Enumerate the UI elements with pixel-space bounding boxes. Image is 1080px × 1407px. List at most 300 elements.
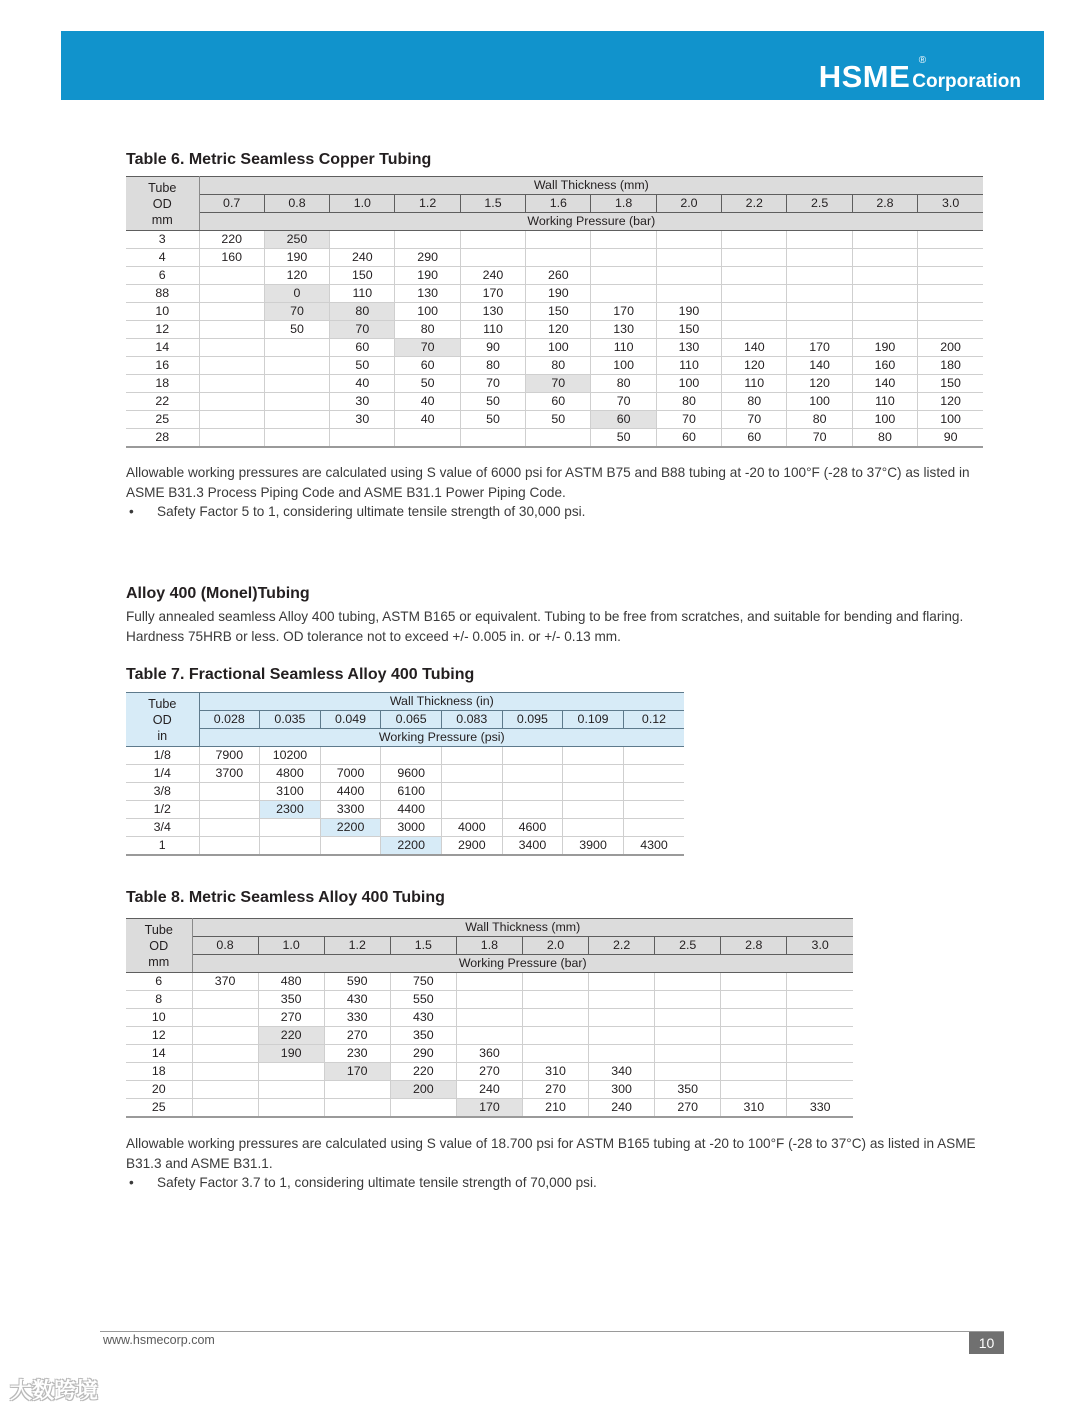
table7-pressure-cell: 4400: [381, 801, 442, 819]
table6-pressure-cell: 190: [656, 303, 721, 321]
table-row: [126, 303, 983, 321]
brand-main: HSME: [818, 59, 911, 94]
table6-pressure-cell: 70: [460, 375, 525, 393]
table8-row-od: 25: [126, 1099, 192, 1118]
table6-pressure-cell: [526, 429, 591, 448]
table6-pressure-cell: 130: [460, 303, 525, 321]
table6-pressure-cell: [591, 249, 656, 267]
table8-column-header: 2.5: [655, 937, 721, 955]
table6-pressure-cell: 50: [460, 393, 525, 411]
table8-pressure-cell: [721, 1009, 787, 1027]
table7-pressure-cell: [260, 837, 321, 856]
table-row: [126, 339, 983, 357]
table6-pressure-cell: [264, 375, 329, 393]
table-row: [126, 231, 983, 249]
table7-pressure-cell: [442, 783, 503, 801]
table6-pressure-cell: 110: [591, 339, 656, 357]
table8-pressure-cell: [192, 1063, 258, 1081]
table6-pressure-cell: [591, 285, 656, 303]
table8-pressure-cell: 310: [721, 1099, 787, 1118]
table8-column-header: 2.2: [589, 937, 655, 955]
table6-pressure-cell: 50: [264, 321, 329, 339]
table6-pressure-cell: 70: [330, 321, 395, 339]
table6-pressure-cell: [852, 285, 917, 303]
table7-od-header-line: OD: [152, 712, 172, 727]
table6-pressure-cell: [787, 231, 852, 249]
table8-pressure-cell: [192, 1045, 258, 1063]
table6-pressure-cell: [722, 285, 787, 303]
table6-pressure-cell: 150: [656, 321, 721, 339]
table6-pressure-cell: [460, 429, 525, 448]
table8-pressure-cell: 200: [390, 1081, 456, 1099]
table7-column-header: 0.035: [260, 711, 321, 729]
table8-column-header: 1.2: [324, 937, 390, 955]
table7-pressure-cell: [623, 783, 684, 801]
table6-pressure-cell: 190: [264, 249, 329, 267]
table6-pressure-cell: 120: [526, 321, 591, 339]
table8-column-header: 2.0: [522, 937, 588, 955]
table8-pressure-cell: [258, 1081, 324, 1099]
table8-pressure-cell: [589, 973, 655, 991]
table6-pressure-cell: [918, 231, 983, 249]
table8-pressure-cell: [721, 973, 787, 991]
table6-pressure-cell: 70: [722, 411, 787, 429]
table-row: [126, 429, 983, 448]
table6-pressure-cell: [199, 429, 264, 448]
table8-column-header: 0.8: [192, 937, 258, 955]
table6-pressure-cell: 90: [918, 429, 983, 448]
table6-pressure-cell: 80: [591, 375, 656, 393]
table8-pressure-cell: 430: [324, 991, 390, 1009]
table8-row-od: 6: [126, 973, 192, 991]
table8-pressure-cell: [456, 1027, 522, 1045]
table6-note-text: Allowable working pressures are calculated using S value of 6000 psi for ASTM B75 and B88 tubing at -20 to 100°F (-28 to 37°C) as listed in ASME B31.3 Process Piping Code and ASME B31.1 Power Piping Code.: [126, 465, 970, 500]
table8-pressure-cell: 340: [589, 1063, 655, 1081]
table8-title: Table 8. Metric Seamless Alloy 400 Tubing: [126, 889, 445, 906]
table6-row-od: 3: [126, 231, 199, 249]
table7-pressure-cell: 3900: [563, 837, 624, 856]
table6-pressure-cell: 140: [852, 375, 917, 393]
table6-pressure-cell: [722, 249, 787, 267]
table7-pressure-cell: 4400: [320, 783, 381, 801]
table6: [126, 176, 983, 448]
table8-row-od: 18: [126, 1063, 192, 1081]
table8-pressure-cell: 270: [456, 1063, 522, 1081]
table6-pressure-cell: [199, 339, 264, 357]
table6-pressure-cell: 100: [852, 411, 917, 429]
table7-column-header: 0.083: [442, 711, 503, 729]
table8-pressure-cell: [787, 973, 853, 991]
table7-row-od: 3/4: [126, 819, 199, 837]
table7-pressure-cell: 7900: [199, 747, 260, 765]
table6-pressure-cell: [199, 303, 264, 321]
table7-od-header-line: in: [157, 728, 168, 743]
table6-pressure-cell: [591, 231, 656, 249]
bullet-mark: •: [129, 504, 134, 519]
table7-pressure-cell: 2200: [381, 837, 442, 856]
table7-column-header: 0.065: [381, 711, 442, 729]
table7-column-header: 0.049: [320, 711, 381, 729]
table7-pressure-cell: [502, 747, 563, 765]
table7-pressure-cell: 2900: [442, 837, 503, 856]
table6-column-header: 2.2: [722, 195, 787, 213]
table6-pressure-cell: [199, 393, 264, 411]
table6-pressure-cell: 150: [918, 375, 983, 393]
table6-column-header: 0.8: [264, 195, 329, 213]
table8-pressure-cell: [324, 1081, 390, 1099]
table8-pressure-cell: [655, 1009, 721, 1027]
table7-column-header: 0.109: [563, 711, 624, 729]
table6-pressure-cell: 70: [264, 303, 329, 321]
table8-pressure-cell: [522, 991, 588, 1009]
table8-pressure-cell: [655, 1045, 721, 1063]
table6-pressure-cell: 190: [395, 267, 460, 285]
table6-column-header: 1.5: [460, 195, 525, 213]
table7-row-od: 3/8: [126, 783, 199, 801]
table6-pressure-cell: 140: [787, 357, 852, 375]
watermark-text: 大数跨境: [10, 1378, 99, 1403]
table6-pressure-cell: 50: [460, 411, 525, 429]
table7-row-od: 1: [126, 837, 199, 856]
table6-title: Table 6. Metric Seamless Copper Tubing: [126, 151, 432, 168]
table7-pressure-cell: 4600: [502, 819, 563, 837]
table7-pressure-cell: [623, 747, 684, 765]
table8-pressure-cell: 220: [258, 1027, 324, 1045]
table6-wall-thickness-header: Wall Thickness (mm): [199, 177, 983, 195]
footer-rule: [100, 1331, 1004, 1332]
table6-pressure-cell: 240: [460, 267, 525, 285]
table7-pressure-cell: 2300: [260, 801, 321, 819]
table-row: [126, 411, 983, 429]
table6-column-header: 2.8: [852, 195, 917, 213]
table7-pressure-cell: [199, 819, 260, 837]
table6-bullet-text: Safety Factor 5 to 1, considering ultimate tensile strength of 30,000 psi.: [157, 504, 586, 519]
table8-row-od: 14: [126, 1045, 192, 1063]
table8-column-header: 1.5: [390, 937, 456, 955]
table8-pressure-cell: 230: [324, 1045, 390, 1063]
table6-pressure-cell: 80: [460, 357, 525, 375]
header-bar: [61, 31, 1044, 100]
table6-pressure-cell: 50: [526, 411, 591, 429]
table6-pressure-cell: 170: [787, 339, 852, 357]
table8-pressure-cell: 240: [456, 1081, 522, 1099]
table6-pressure-cell: [722, 267, 787, 285]
table8-pressure-cell: [522, 973, 588, 991]
table6-pressure-cell: 100: [395, 303, 460, 321]
table8-bullet: [126, 1173, 986, 1193]
table7-pressure-cell: 3300: [320, 801, 381, 819]
table8-pressure-cell: [655, 1063, 721, 1081]
table8-pressure-cell: 360: [456, 1045, 522, 1063]
table8-pressure-cell: [522, 1045, 588, 1063]
table7-title: Table 7. Fractional Seamless Alloy 400 Tubing: [126, 666, 475, 683]
table6-pressure-cell: [656, 285, 721, 303]
table7-pressure-cell: 4800: [260, 765, 321, 783]
table-row: [126, 783, 684, 801]
table8-pressure-cell: [258, 1063, 324, 1081]
table6-pressure-cell: 90: [460, 339, 525, 357]
table-row: [126, 1063, 853, 1081]
table8-pressure-cell: [324, 1099, 390, 1118]
table6-pressure-cell: [460, 231, 525, 249]
table7-pressure-cell: [563, 819, 624, 837]
table8-pressure-cell: 270: [324, 1027, 390, 1045]
table6-pressure-cell: [264, 339, 329, 357]
table6-pressure-cell: 80: [395, 321, 460, 339]
table8-row-od: 8: [126, 991, 192, 1009]
table8-pressure-cell: 240: [589, 1099, 655, 1118]
table6-pressure-cell: [722, 321, 787, 339]
table6-pressure-cell: 50: [591, 429, 656, 448]
table6-pressure-cell: 60: [395, 357, 460, 375]
table7-pressure-cell: [320, 747, 381, 765]
table7-pressure-cell: [563, 765, 624, 783]
table8-pressure-cell: [192, 1009, 258, 1027]
table7: [126, 692, 684, 856]
table7-wall-thickness-header: Wall Thickness (in): [199, 693, 684, 711]
table6-pressure-cell: 120: [264, 267, 329, 285]
table6-pressure-cell: 60: [656, 429, 721, 448]
table8-pressure-cell: [721, 1045, 787, 1063]
table6-pressure-cell: 60: [526, 393, 591, 411]
table7-column-header: 0.028: [199, 711, 260, 729]
table7-pressure-cell: [320, 837, 381, 856]
table8-row-od: 12: [126, 1027, 192, 1045]
table6-pressure-cell: [264, 429, 329, 448]
table8-pressure-cell: [522, 1027, 588, 1045]
table8-pressure-cell: 370: [192, 973, 258, 991]
table6-row-od: 12: [126, 321, 199, 339]
table6-pressure-cell: 40: [395, 411, 460, 429]
table8-pressure-cell: 270: [522, 1081, 588, 1099]
table8-pressure-cell: 270: [655, 1099, 721, 1118]
table8-column-header: 1.0: [258, 937, 324, 955]
table6-pressure-cell: [656, 231, 721, 249]
table8-pressure-cell: 550: [390, 991, 456, 1009]
table7-pressure-cell: 6100: [381, 783, 442, 801]
table8-pressure-cell: [655, 973, 721, 991]
table6-pressure-cell: [264, 393, 329, 411]
table6-pressure-cell: 110: [852, 393, 917, 411]
table6-pressure-cell: 150: [526, 303, 591, 321]
table6-pressure-cell: 70: [526, 375, 591, 393]
table8-pressure-cell: [522, 1009, 588, 1027]
table8-pressure-cell: [589, 991, 655, 1009]
table8-pressure-cell: [721, 1081, 787, 1099]
table8-pressure-cell: [787, 1081, 853, 1099]
table-row: [126, 837, 684, 856]
table7-column-header: 0.095: [502, 711, 563, 729]
table6-column-header: 1.2: [395, 195, 460, 213]
table6-pressure-cell: 60: [330, 339, 395, 357]
table6-pressure-cell: 180: [918, 357, 983, 375]
table6-row-od: 18: [126, 375, 199, 393]
table8-pressure-cell: 430: [390, 1009, 456, 1027]
table8-pressure-cell: [258, 1099, 324, 1118]
table7-pressure-cell: [623, 819, 684, 837]
bullet-mark: •: [129, 1175, 134, 1190]
table6-pressure-cell: [852, 231, 917, 249]
table7-pressure-cell: 7000: [320, 765, 381, 783]
table6-pressure-cell: [330, 429, 395, 448]
table6-pressure-cell: [918, 285, 983, 303]
table7-pressure-cell: [260, 819, 321, 837]
table8-pressure-cell: 350: [655, 1081, 721, 1099]
table6-note: [126, 463, 986, 522]
table6-pressure-cell: 260: [526, 267, 591, 285]
table6-pressure-cell: [852, 303, 917, 321]
table7-pressure-cell: [563, 783, 624, 801]
table6-pressure-cell: 80: [330, 303, 395, 321]
table8-pressure-cell: 270: [258, 1009, 324, 1027]
table6-pressure-cell: [199, 357, 264, 375]
table6-pressure-cell: 60: [591, 411, 656, 429]
table6-od-header-line: mm: [151, 212, 173, 227]
table-row: [126, 1009, 853, 1027]
table6-pressure-cell: 70: [591, 393, 656, 411]
table-row: [126, 375, 983, 393]
table7-row-od: 1/2: [126, 801, 199, 819]
table8-pressure-cell: 590: [324, 973, 390, 991]
table6-pressure-cell: [526, 231, 591, 249]
table8-pressure-cell: 170: [456, 1099, 522, 1118]
table7-pressure-cell: [623, 765, 684, 783]
table6-pressure-cell: 130: [656, 339, 721, 357]
table8-note-text: Allowable working pressures are calculated using S value of 18.700 psi for ASTM B165 tubing at -20 to 100°F (-28 to 37°C) as listed in ASME B31.3 and ASME B31.1.: [126, 1136, 976, 1171]
table8-wall-thickness-header: Wall Thickness (mm): [192, 919, 853, 937]
table6-pressure-cell: 70: [787, 429, 852, 448]
table8-pressure-cell: [655, 1027, 721, 1045]
table-row: [126, 973, 853, 991]
table6-pressure-cell: [656, 249, 721, 267]
table-row: [126, 321, 983, 339]
table6-pressure-cell: 110: [656, 357, 721, 375]
table6-pressure-cell: [852, 321, 917, 339]
table7-pressure-cell: 3400: [502, 837, 563, 856]
table-row: [126, 765, 684, 783]
table6-column-header: 1.6: [526, 195, 591, 213]
table8-pressure-cell: [721, 991, 787, 1009]
table7-pressure-cell: 9600: [381, 765, 442, 783]
brand-sub: Corporation: [912, 71, 1021, 92]
table6-pressure-cell: [787, 285, 852, 303]
table6-pressure-cell: 70: [395, 339, 460, 357]
table7-pressure-cell: [199, 801, 260, 819]
table6-row-od: 14: [126, 339, 199, 357]
table6-pressure-cell: [264, 357, 329, 375]
table6-pressure-cell: 80: [787, 411, 852, 429]
table6-pressure-cell: 70: [656, 411, 721, 429]
table6-row-od: 16: [126, 357, 199, 375]
table8-pressure-cell: [192, 1099, 258, 1118]
table7-pressure-cell: 3700: [199, 765, 260, 783]
table6-pressure-cell: [199, 285, 264, 303]
table8-pressure-cell: [787, 1045, 853, 1063]
table7-pressure-cell: [563, 801, 624, 819]
page-number: 10: [969, 1332, 1004, 1354]
table7-pressure-cell: [623, 801, 684, 819]
table8-pressure-cell: 220: [390, 1063, 456, 1081]
table8-pressure-cell: 190: [258, 1045, 324, 1063]
table6-pressure-cell: [918, 249, 983, 267]
table7-od-header: [126, 693, 199, 747]
table6-pressure-cell: 110: [330, 285, 395, 303]
table8-pressure-cell: 330: [787, 1099, 853, 1118]
table8-pressure-cell: [721, 1063, 787, 1081]
table6-pressure-cell: [395, 429, 460, 448]
table8-pressure-cell: [589, 1027, 655, 1045]
table6-pressure-cell: 120: [918, 393, 983, 411]
table6-pressure-cell: 80: [722, 393, 787, 411]
table6-pressure-cell: 170: [591, 303, 656, 321]
table8-pressure-cell: 750: [390, 973, 456, 991]
table6-column-header: 0.7: [199, 195, 264, 213]
table8-bullet-text: Safety Factor 3.7 to 1, considering ultimate tensile strength of 70,000 psi.: [157, 1175, 597, 1190]
table6-pressure-cell: 110: [460, 321, 525, 339]
table-row: [126, 249, 983, 267]
table8-pressure-cell: 310: [522, 1063, 588, 1081]
table6-od-header-line: Tube: [148, 180, 177, 195]
table6-pressure-cell: 160: [852, 357, 917, 375]
table6-column-header: 1.0: [330, 195, 395, 213]
table-row: [126, 819, 684, 837]
table8-row-od: 10: [126, 1009, 192, 1027]
table6-pressure-cell: [722, 303, 787, 321]
table6-row-od: 25: [126, 411, 199, 429]
table6-pressure-cell: 0: [264, 285, 329, 303]
table-row: [126, 357, 983, 375]
table7-row-od: 1/8: [126, 747, 199, 765]
table7-pressure-cell: [502, 765, 563, 783]
table7-row-od: 1/4: [126, 765, 199, 783]
table7-pressure-cell: 2200: [320, 819, 381, 837]
table6-pressure-cell: [395, 231, 460, 249]
table6-pressure-cell: [199, 321, 264, 339]
table7-pressure-cell: [199, 837, 260, 856]
table-row: [126, 801, 684, 819]
table6-pressure-cell: [852, 249, 917, 267]
table8-pressure-cell: 480: [258, 973, 324, 991]
table8: [126, 918, 853, 1118]
table6-row-od: 28: [126, 429, 199, 448]
table6-pressure-cell: [918, 321, 983, 339]
table6-pressure-cell: 150: [330, 267, 395, 285]
table8-column-header: 3.0: [787, 937, 853, 955]
table8-pressure-cell: [192, 1027, 258, 1045]
table6-pressure-cell: [787, 321, 852, 339]
table6-row-od: 22: [126, 393, 199, 411]
table6-pressure-cell: [330, 231, 395, 249]
table6-pressure-cell: 250: [264, 231, 329, 249]
table6-pressure-cell: 100: [591, 357, 656, 375]
table7-pressure-cell: 10200: [260, 747, 321, 765]
table-row: [126, 1027, 853, 1045]
footer-url: www.hsmecorp.com: [103, 1333, 215, 1347]
table6-working-pressure-header: Working Pressure (bar): [199, 213, 983, 231]
table6-pressure-cell: 190: [852, 339, 917, 357]
table-row: [126, 267, 983, 285]
table6-column-header: 2.0: [656, 195, 721, 213]
table-row: [126, 1045, 853, 1063]
table8-pressure-cell: [456, 991, 522, 1009]
table-row: [126, 285, 983, 303]
table6-pressure-cell: [526, 249, 591, 267]
table-row: [126, 991, 853, 1009]
table6-pressure-cell: 120: [722, 357, 787, 375]
brand-registered-mark: ®: [918, 55, 927, 66]
table7-pressure-cell: 3000: [381, 819, 442, 837]
table8-working-pressure-header: Working Pressure (bar): [192, 955, 853, 973]
